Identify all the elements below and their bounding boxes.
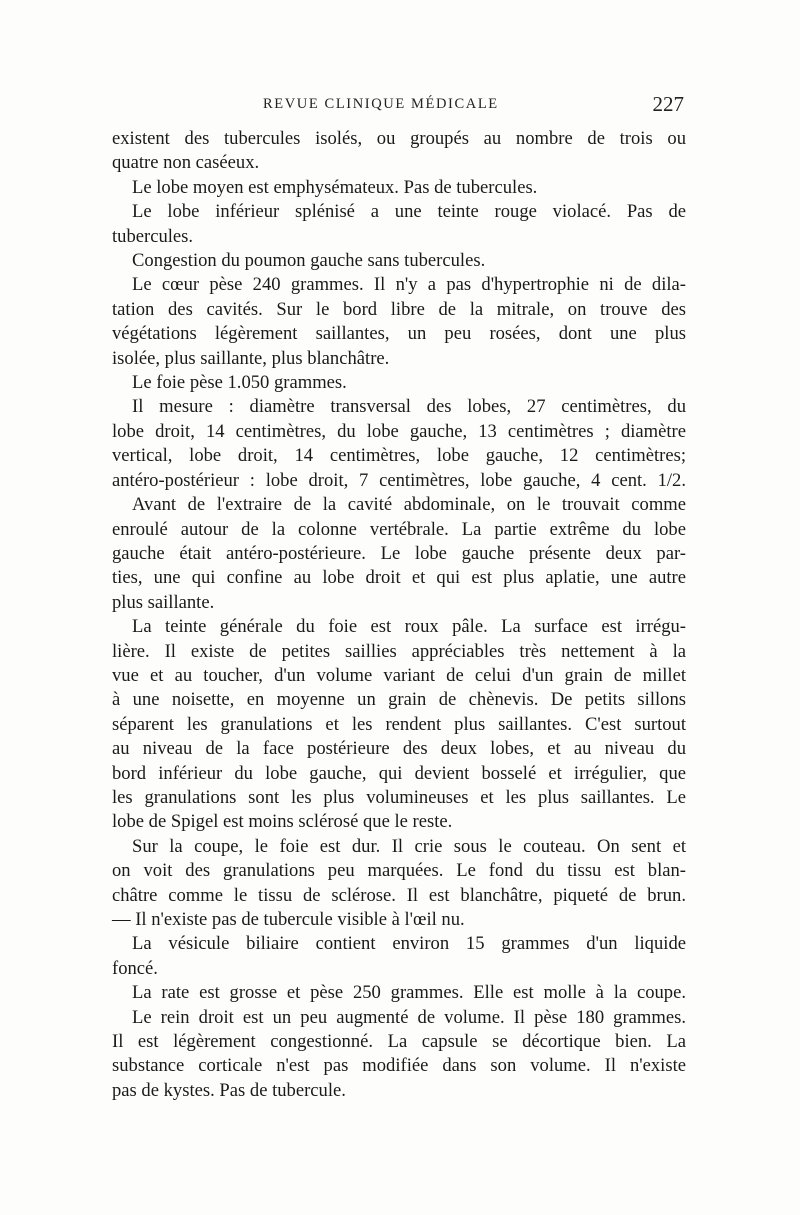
text-line: vertical, lobe droit, 14 centimètres, lobe gauche, 12 centimètres;	[112, 445, 686, 467]
text-line: quatre non caséeux.	[112, 152, 260, 174]
text-line: gauche était antéro-postérieure. Le lobe gauche présente deux par-	[112, 542, 686, 564]
text-line: Il mesure : diamètre transversal des lobes, 27 centimètres, du	[132, 396, 686, 418]
text-line: ties, une qui confine au lobe droit et qui est plus aplatie, une autre	[112, 567, 686, 589]
text-line: bord inférieur du lobe gauche, qui devient bosselé et irrégulier, que	[112, 762, 686, 784]
text-line: pas de kystes. Pas de tubercule.	[112, 1079, 346, 1101]
text-line: séparent les granulations et les rendent plus saillantes. C'est surtout	[112, 713, 686, 735]
text-line: La vésicule biliaire contient environ 15 grammes d'un liquide	[132, 933, 686, 955]
text-line: substance corticale n'est pas modifiée dans son volume. Il n'existe	[112, 1055, 686, 1077]
text-line: Le cœur pèse 240 grammes. Il n'y a pas d'hypertrophie ni de dila-	[132, 274, 686, 296]
page-number: 227	[652, 92, 684, 116]
body-text	[112, 127, 686, 1103]
text-line: existent des tubercules isolés, ou groupés au nombre de trois ou	[112, 128, 686, 149]
text-line: Avant de l'extraire de la cavité abdominale, on le trouvait comme	[132, 494, 686, 516]
text-line: les granulations sont les plus volumineuses et les plus saillantes. Le	[112, 786, 686, 808]
text-line: Le rein droit est un peu augmenté de volume. Il pèse 180 grammes.	[132, 1006, 686, 1028]
running-title: REVUE CLINIQUE MÉDICALE	[263, 96, 499, 112]
text-line: vue et au toucher, d'un volume variant de celui d'un grain de millet	[112, 664, 686, 686]
text-line: Sur la coupe, le foie est dur. Il crie sous le couteau. On sent et	[132, 835, 686, 857]
page-header	[110, 94, 686, 116]
text-line: à une noisette, en moyenne un grain de chènevis. De petits sillons	[112, 689, 686, 711]
text-line: végétations légèrement saillantes, un peu rosées, dont une plus	[112, 323, 686, 345]
text-line: Il est légèrement congestionné. La capsule se décortique bien. La	[112, 1031, 686, 1053]
text-line: antéro-postérieur : lobe droit, 7 centimètres, lobe gauche, 4 cent. 1/2.	[112, 469, 686, 491]
text-line: Le foie pèse 1.050 grammes.	[132, 372, 347, 394]
text-line: tation des cavités. Sur le bord libre de la mitrale, on trouve des	[112, 298, 686, 320]
text-line: La teinte générale du foie est roux pâle. La surface est irrégu-	[132, 616, 686, 638]
text-line: plus saillante.	[112, 591, 215, 613]
text-line: isolée, plus saillante, plus blanchâtre.	[112, 347, 390, 369]
text-line: Congestion du poumon gauche sans tubercules.	[132, 250, 486, 272]
text-line: au niveau de la face postérieure des deux lobes, et au niveau du	[112, 738, 686, 760]
text-line: foncé.	[112, 957, 158, 979]
text-line: châtre comme le tissu de sclérose. Il est blanchâtre, piqueté de brun.	[112, 884, 686, 906]
text-line: lobe de Spigel est moins sclérosé que le reste.	[112, 811, 453, 833]
text-line: Le lobe moyen est emphysémateux. Pas de tubercules.	[132, 176, 538, 198]
text-line: La rate est grosse et pèse 250 grammes. Elle est molle à la coupe.	[132, 982, 686, 1004]
text-line: enroulé autour de la colonne vertébrale. La partie extrême du lobe	[112, 518, 686, 540]
text-line: on voit des granulations peu marquées. Le fond du tissu est blan-	[112, 860, 686, 882]
text-line: — Il n'existe pas de tubercule visible à l'œil nu.	[112, 909, 465, 930]
text-line: lière. Il existe de petites saillies appréciables très nettement à la	[112, 640, 686, 662]
text-line: tubercules.	[112, 225, 194, 247]
text-line: Le lobe inférieur splénisé a une teinte rouge violacé. Pas de	[132, 201, 686, 223]
text-line: lobe droit, 14 centimètres, du lobe gauche, 13 centimètres ; diamètre	[112, 420, 686, 442]
